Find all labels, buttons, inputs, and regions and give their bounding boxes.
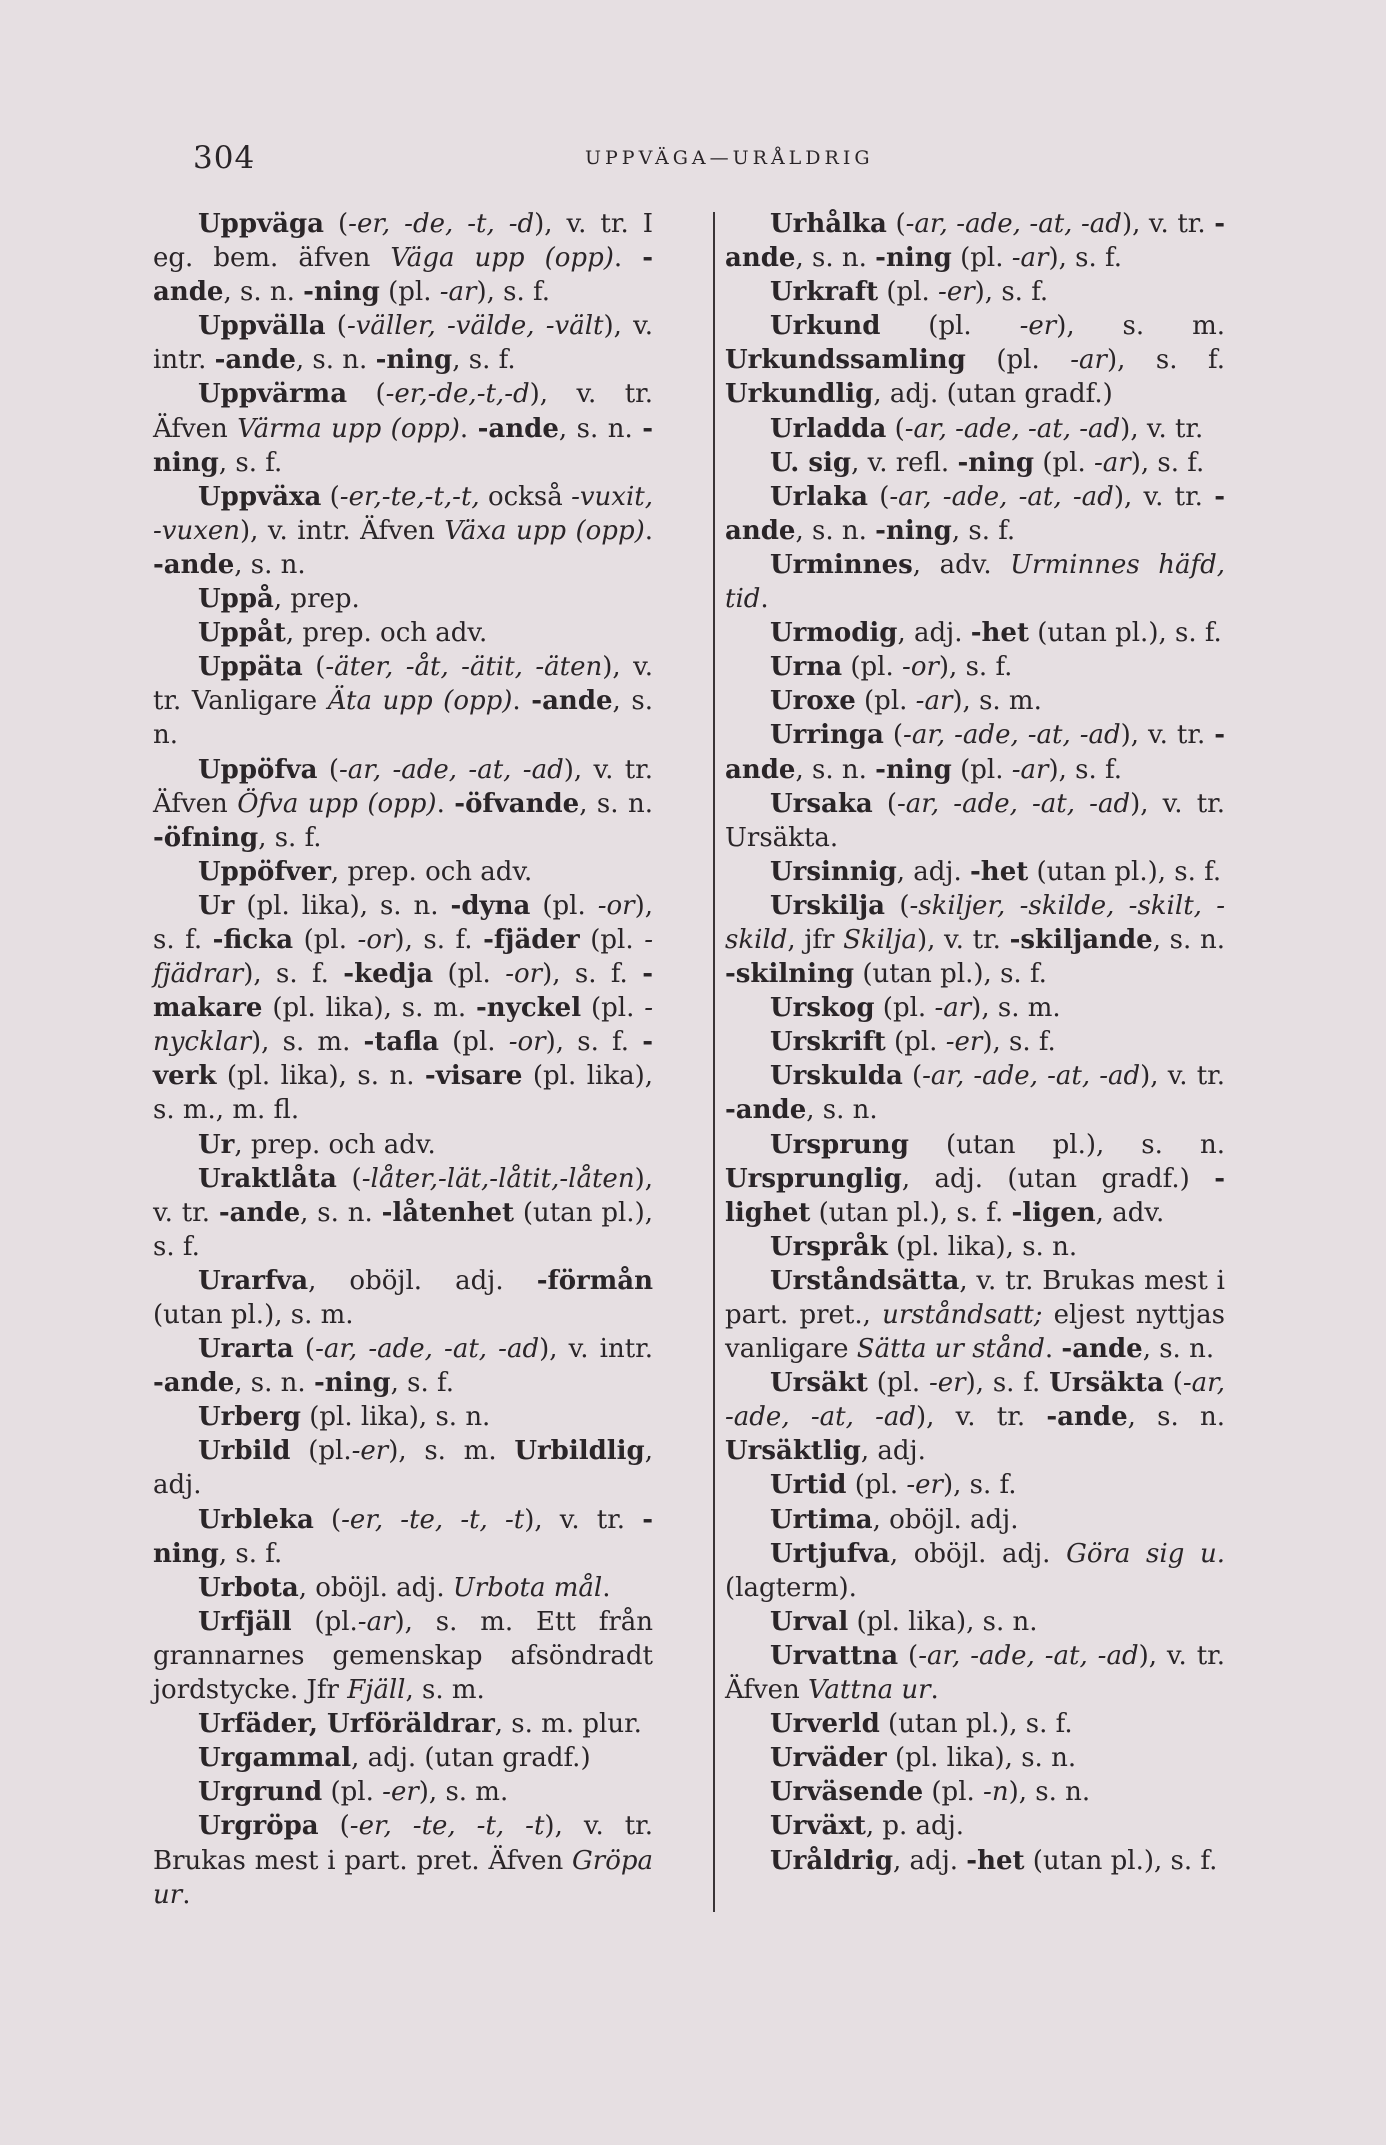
dictionary-entry: Urväsende (pl. -n), s. n. [770,1777,1091,1808]
dictionary-entry: Urtjufva, oböjl. adj. Göra sig u. (lagterm). [725,1538,1225,1603]
dictionary-entry: Ur (pl. lika), s. n. -dyna (pl. -or), s. f. -ficka (pl. -or), s. f. -fjäder (pl. -fjädrar), s. f. -kedja (pl. -or), s. f. -makare (pl. lika), s. m. -nyckel (pl. -nycklar), s. m. -tafla (pl. -or), s. f. -verk (pl. lika), s. n. -visare (pl. lika), s. m., m. fl. [153,890,653,1126]
dictionary-entry: Urskog (pl. -ar), s. m. [770,993,1061,1024]
dictionary-entry: Uråldrig, adj. -het (utan pl.), s. f. [770,1845,1218,1876]
dictionary-entry: Uppväga (-er, -de, -t, -d), v. tr. I eg. bem. äfven Väga upp (opp). -ande, s. n. -ning (pl. -ar), s. f. [153,209,654,308]
dictionary-entry: Urarta (-ar, -ade, -at, -ad), v. intr. -ande, s. n. -ning, s. f. [153,1334,653,1399]
dictionary-entry: Ursäkt (pl. -er), s. f. Ursäkta (-ar, -ade, -at, -ad), v. tr. -ande, s. n. Ursäktlig, adj. [725,1368,1225,1467]
right-column [725,207,1225,1878]
dictionary-entry: Urgammal, adj. (utan gradf.) [198,1743,591,1774]
dictionary-entry: Uppöfva (-ar, -ade, -at, -ad), v. tr. Äfven Öfva upp (opp). -öfvande, s. n. -öfning, s. f. [153,754,654,853]
dictionary-entry: Urskilja (-skiljer, -skilde, -skilt, -skild, jfr Skilja), v. tr. -skiljande, s. n. -skilning (utan pl.), s. f. [725,890,1225,990]
dictionary-entry: Urtima, oböjl. adj. [770,1504,1019,1535]
dictionary-entry: Ursaka (-ar, -ade, -at, -ad), v. tr. Ursäkta. [725,788,1225,853]
dictionary-entry: Urhålka (-ar, -ade, -at, -ad), v. tr. -ande, s. n. -ning (pl. -ar), s. f. [725,209,1225,274]
dictionary-entry: Urmodig, adj. -het (utan pl.), s. f. [770,618,1222,649]
dictionary-entry: Uppå, prep. [198,584,360,615]
dictionary-entry: Urskulda (-ar, -ade, -at, -ad), v. tr. -ande, s. n. [725,1061,1225,1126]
left-column [153,207,653,1912]
dictionary-entry: Uppväxa (-er,-te,-t,-t, också -vuxit, -vuxen), v. intr. Äfven Växa upp (opp). -ande, s. n. [153,481,654,580]
dictionary-entry: Uppvälla (-väller, -välde, -vält), v. intr. -ande, s. n. -ning, s. f. [153,311,653,376]
dictionary-entry: Uppvärma (-er,-de,-t,-d), v. tr. Äfven Värma upp (opp). -ande, s. n. -ning, s. f. [153,379,653,478]
dictionary-entry: Uraktlåta (-låter,-lät,-låtit,-låten), v. tr. -ande, s. n. -låtenhet (utan pl.), s. f. [153,1163,653,1262]
dictionary-entry: Urkraft (pl. -er), s. f. [770,277,1049,308]
dictionary-entry: Urväxt, p. adj. [770,1811,965,1842]
dictionary-entry: Urvattna (-ar, -ade, -at, -ad), v. tr. Äfven Vattna ur. [725,1640,1225,1706]
dictionary-entry: Uppåt, prep. och adv. [198,618,488,649]
dictionary-entry: Urlaka (-ar, -ade, -at, -ad), v. tr. -ande, s. n. -ning, s. f. [725,481,1225,546]
running-head: UPPVÄGA—URÅLDRIG [585,147,874,169]
dictionary-entry: Urarfva, oböjl. adj. -förmån (utan pl.), s. m. [153,1265,653,1330]
dictionary-entry: Urbota, oböjl. adj. Urbota mål. [198,1572,611,1603]
dictionary-entry: Ursprung (utan pl.), s. n. Ursprunglig, adj. (utan gradf.) -lighet (utan pl.), s. f. -ligen, adv. [725,1129,1225,1228]
dictionary-entry: Urval (pl. lika), s. n. [770,1606,1038,1637]
dictionary-entry: Urbild (pl.-er), s. m. Urbildlig, adj. [153,1436,653,1501]
dictionary-entry: Urgrund (pl. -er), s. m. [198,1777,509,1808]
dictionary-entry: Urladda (-ar, -ade, -at, -ad), v. tr. [770,413,1204,444]
dictionary-entry: U. sig, v. refl. -ning (pl. -ar), s. f. [770,447,1205,478]
dictionary-entry: Urspråk (pl. lika), s. n. [770,1231,1078,1262]
dictionary-entry: Urfjäll (pl.-ar), s. m. Ett från grannarnes gemenskap afsöndradt jordstycke. Jfr Fjäll, s. m. [153,1606,653,1706]
dictionary-entry: Urbleka (-er, -te, -t, -t), v. tr. -ning, s. f. [153,1504,653,1569]
dictionary-entry: Urståndsätta, v. tr. Brukas mest i part. pret., urståndsatt; eljest nyttjas vanligare Sätta ur stånd. -ande, s. n. [725,1265,1225,1365]
dictionary-entry: Urväder (pl. lika), s. n. [770,1743,1077,1774]
dictionary-entry: Urtid (pl. -er), s. f. [770,1470,1017,1501]
dictionary-entry: Urkund (pl. -er), s. m. Urkundssamling (pl. -ar), s. f. Urkundlig, adj. (utan gradf.) [725,311,1225,410]
page-number: 304 [193,140,256,176]
dictionary-entry: Uppäta (-äter, -åt, -ätit, -äten), v. tr. Vanligare Äta upp (opp). -ande, s. n. [153,652,654,751]
dictionary-entry: Urna (pl. -or), s. f. [770,652,1013,683]
dictionary-entry: Ur, prep. och adv. [198,1129,436,1160]
dictionary-entry: Urberg (pl. lika), s. n. [198,1402,491,1433]
dictionary-entry: Uppöfver, prep. och adv. [198,856,533,887]
dictionary-entry: Urverld (utan pl.), s. f. [770,1709,1073,1740]
dictionary-entry: Urminnes, adv. Urminnes häfd, tid. [725,549,1225,615]
dictionary-entry: Uroxe (pl. -ar), s. m. [770,686,1042,717]
column-divider [713,212,715,1912]
dictionary-entry: Urfäder, Urföräldrar, s. m. plur. [198,1709,642,1740]
dictionary-entry: Ursinnig, adj. -het (utan pl.), s. f. [770,856,1222,887]
dictionary-entry: Urringa (-ar, -ade, -at, -ad), v. tr. -ande, s. n. -ning (pl. -ar), s. f. [725,720,1225,785]
dictionary-entry: Urgröpa (-er, -te, -t, -t), v. tr. Brukas mest i part. pret. Äfven Gröpa ur. [153,1811,653,1910]
dictionary-entry: Urskrift (pl. -er), s. f. [770,1027,1056,1058]
